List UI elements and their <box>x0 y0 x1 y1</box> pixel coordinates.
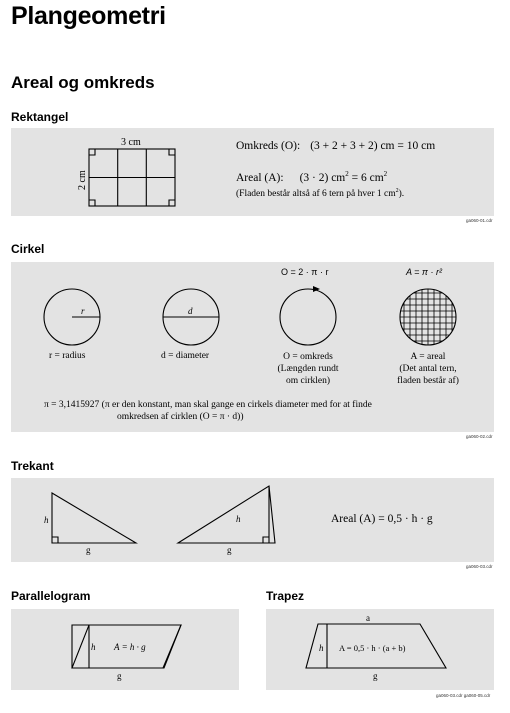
parallelogram-heading: Parallelogram <box>11 589 91 603</box>
triangle2-h: h <box>236 514 241 524</box>
rect-height-label: 2 cm <box>77 170 88 190</box>
caption-radius: r = radius <box>49 351 86 361</box>
trapez-a: a <box>366 613 370 623</box>
triangle-formula: Areal (A) = 0,5 · h · g <box>331 513 433 525</box>
triangle-heading: Trekant <box>11 459 54 473</box>
circle-heading: Cirkel <box>11 242 45 256</box>
page-title: Plangeometri <box>11 2 166 30</box>
triangle2-g: g <box>227 545 232 555</box>
pi-explanation-line1: π = 3,1415927 (π er den konstant, man skal gange en cirkels diameter med for at finde <box>44 400 372 410</box>
trapez-figure <box>266 609 494 690</box>
rect-width-label: 3 cm <box>121 137 141 148</box>
rectangle-panel <box>11 128 494 216</box>
trapez-formula: A = 0,5 · h · (a + b) <box>339 643 406 653</box>
triangle1-h: h <box>44 515 49 525</box>
parallelogram-figure <box>11 609 239 690</box>
rect-area-line: Areal (A): (3 · 2) $cm^2 = 6$ $cm^2$ <box>236 170 388 184</box>
trapez-g: g <box>373 671 378 681</box>
figure-code: ga060-02.cdr <box>466 434 493 439</box>
section-title: Areal og omkreds <box>11 73 155 92</box>
trapez-panel <box>266 609 494 690</box>
perimeter-formula: O = 2 · π · r <box>281 267 329 277</box>
figure-code: ga060-03.cdr <box>466 564 493 569</box>
radius-symbol: r <box>81 306 85 316</box>
rect-note: (Fladen består altså af 6 tern på hver 1 $cm^2$). <box>236 188 405 200</box>
caption-perimeter: O = omkreds (Længden rundt om cirklen) <box>277 352 339 386</box>
pi-explanation-line2: omkredsen af cirklen (O = π · d)) <box>117 412 244 422</box>
figure-code: ga060-01.cdr <box>466 218 493 223</box>
trapez-h: h <box>319 643 324 653</box>
circle-panel <box>11 262 494 432</box>
parallelogram-h: h <box>91 642 96 652</box>
parallelogram-g: g <box>117 671 122 681</box>
area-formula: A = π · r² <box>406 267 442 277</box>
parallelogram-formula: A = h · g <box>114 642 146 652</box>
figure-code: ga060-03.cdr ga060-05.cdr <box>436 693 491 698</box>
parallelogram-panel <box>11 609 239 690</box>
triangle1-g: g <box>86 545 91 555</box>
caption-area: A = areal (Det antal tern, fladen består af) <box>397 352 459 386</box>
rect-perimeter-line: Omkreds (O): (3 + 2 + 3 + 2) cm = 10 cm <box>236 140 436 152</box>
triangle-panel <box>11 478 494 562</box>
trapez-heading: Trapez <box>266 589 305 603</box>
caption-diameter: d = diameter <box>161 351 210 361</box>
rectangle-heading: Rektangel <box>11 110 69 124</box>
diameter-symbol: d <box>188 306 193 316</box>
